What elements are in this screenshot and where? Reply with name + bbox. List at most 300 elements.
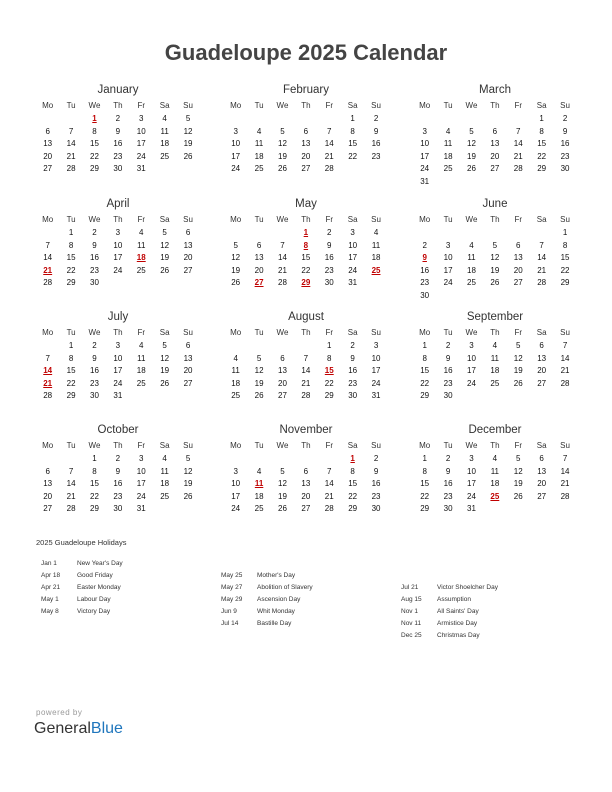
weekday-label: Fr [514,441,523,450]
week-row [224,503,388,516]
week-row [224,390,388,403]
holiday-item [401,594,498,606]
day-cell: 5 [492,240,498,250]
day-cell: 7 [327,126,332,136]
day-cell: 6 [256,240,262,250]
weekday-label: Sa [159,441,170,450]
day-cell: 29 [420,391,430,400]
day-cell: 27 [43,504,53,513]
day-cell: 23 [560,151,570,161]
holiday-name: Whit Monday [257,608,295,615]
day-cell: 28 [324,164,334,173]
weekday-label: Tu [66,101,76,110]
empty-day-cell [59,113,82,126]
day-cell: 29 [66,391,76,400]
week-row [413,365,577,378]
weekday-label: We [276,441,289,450]
week-row [413,113,577,126]
week-row [36,378,200,391]
day-cell: 13 [43,139,53,148]
weekday-label: Tu [66,215,76,224]
day-cell: 15 [560,253,570,262]
day-cell: 18 [160,479,170,488]
day-cell: 4 [139,228,144,237]
day-cell: 4 [256,126,262,136]
day-cell: 21 [324,491,334,501]
weekday-label: Tu [254,101,264,110]
weekday-label: We [276,328,289,337]
day-cell: 31 [113,391,123,400]
empty-day-cell [294,453,317,466]
day-cell: 31 [348,278,358,287]
week-row [36,252,200,265]
day-cell: 6 [539,341,544,350]
day-cell: 27 [537,491,547,501]
holiday-day-cell: 14 [43,366,53,375]
day-cell: 11 [231,366,240,375]
day-cell: 13 [490,139,500,148]
day-cell: 18 [443,151,453,161]
day-cell: 28 [537,278,547,287]
holiday-date: Apr 21 [41,584,61,591]
weekday-label: Tu [443,101,453,110]
day-cell: 5 [516,454,521,463]
week-row [413,453,577,466]
powered-by-text: powered by [36,708,83,717]
day-cell: 29 [537,164,547,173]
week-row [36,478,200,491]
day-cell: 24 [420,164,430,173]
weekday-label: Th [301,215,311,224]
day-cell: 29 [348,504,358,513]
day-cell: 25 [136,378,146,388]
day-cell: 7 [539,240,544,250]
holiday-name: Armistice Day [437,620,478,627]
day-cell: 26 [160,378,170,388]
day-cell: 29 [560,278,570,287]
empty-day-cell [507,227,530,240]
day-cell: 5 [516,341,521,350]
day-cell: 25 [160,491,170,501]
empty-day-cell [36,227,59,240]
day-cell: 5 [162,228,167,237]
weekday-label: Fr [137,328,146,337]
weekday-header [224,325,388,340]
week-row [36,277,200,290]
day-cell: 22 [301,265,311,275]
holiday-name: Bastille Day [257,620,292,627]
month-september [413,309,577,403]
week-row [36,491,200,504]
day-cell: 28 [66,504,76,513]
day-cell: 6 [280,353,285,363]
weekday-label: Sa [536,215,547,224]
day-cell: 14 [560,466,570,476]
empty-day-cell [318,113,341,126]
empty-day-cell [507,390,530,403]
day-cell: 29 [66,278,76,287]
weekday-header [224,98,388,113]
holiday-date: Aug 15 [401,596,422,603]
day-cell: 4 [162,114,167,123]
week-row [413,126,577,139]
day-cell: 12 [231,253,241,262]
weekday-label: Mo [230,328,242,337]
day-cell: 15 [66,253,76,262]
week-row [413,138,577,151]
week-row [413,466,577,479]
weekday-label: Sa [347,215,358,224]
day-cell: 9 [350,353,355,363]
day-cell: 17 [113,253,123,262]
day-cell: 20 [301,491,311,501]
week-row [224,453,388,466]
week-row [224,252,388,265]
day-cell: 18 [254,491,264,501]
day-cell: 30 [420,290,430,300]
day-cell: 26 [231,278,241,287]
day-cell: 8 [539,126,544,136]
day-cell: 13 [278,366,287,375]
day-cell: 26 [278,164,287,173]
weekday-label: Mo [230,101,242,110]
weekday-label: Mo [42,441,54,450]
day-cell: 12 [513,466,523,476]
day-cell: 10 [231,479,241,488]
month-february [224,82,388,176]
weekday-label: We [276,215,289,224]
day-cell: 24 [467,378,476,388]
month-name: October [97,424,139,436]
empty-day-cell [294,340,317,353]
holidays-title: 2025 Guadeloupe Holidays [36,538,127,547]
day-cell: 14 [324,139,334,148]
month-october [36,422,200,516]
day-cell: 12 [278,139,287,148]
day-cell: 28 [43,278,53,287]
weekday-label: Mo [42,101,54,110]
empty-day-cell [460,227,483,240]
day-cell: 12 [254,366,264,375]
holiday-day-cell: 21 [43,265,53,275]
holiday-name: Victory Day [77,608,111,615]
day-cell: 8 [422,353,427,363]
weekday-label: Fr [325,441,334,450]
day-cell: 10 [136,126,146,136]
holiday-day-cell: 9 [422,253,427,262]
weekday-label: Mo [42,215,54,224]
day-cell: 5 [469,126,474,136]
day-cell: 3 [422,126,427,136]
day-cell: 11 [443,139,453,148]
week-row [413,163,577,176]
holiday-name: Labour Day [77,596,111,603]
day-cell: 16 [90,253,99,262]
month-name: July [107,311,129,323]
day-cell: 27 [301,504,311,513]
empty-day-cell [153,503,176,516]
day-cell: 18 [160,139,170,148]
day-cell: 30 [443,391,453,400]
month-name: September [466,311,524,323]
day-cell: 10 [113,240,123,250]
day-cell: 19 [231,265,241,275]
day-cell: 17 [113,366,123,375]
day-cell: 30 [90,391,99,400]
day-cell: 15 [348,139,358,148]
day-cell: 6 [303,466,309,476]
empty-day-cell [530,176,553,189]
day-cell: 2 [92,341,97,350]
weekday-label: Th [490,328,500,337]
day-cell: 1 [350,114,355,123]
day-cell: 20 [490,151,500,161]
weekday-label: Fr [137,215,146,224]
month-november [224,422,388,516]
day-cell: 9 [92,353,97,363]
day-cell: 16 [560,139,570,148]
empty-day-cell [36,340,59,353]
holiday-day-cell: 25 [371,265,381,275]
day-cell: 1 [562,228,568,237]
day-cell: 7 [516,126,521,136]
day-cell: 17 [136,479,146,488]
day-cell: 21 [301,378,311,388]
day-cell: 10 [136,466,146,476]
weekday-label: We [88,215,101,224]
day-cell: 23 [443,378,453,388]
day-cell: 7 [68,466,74,476]
empty-day-cell [483,176,506,189]
week-row [224,227,388,240]
day-cell: 21 [513,151,523,161]
day-cell: 31 [420,176,430,186]
day-cell: 7 [327,466,332,476]
week-row [224,340,388,353]
day-cell: 23 [371,151,381,161]
weekday-label: Tu [66,441,76,450]
day-cell: 14 [66,139,76,148]
day-cell: 27 [43,164,53,173]
day-cell: 2 [562,114,568,123]
week-row [413,176,577,189]
week-row [36,227,200,240]
weekday-label: Fr [514,328,523,337]
day-cell: 30 [113,164,123,173]
empty-day-cell [176,390,199,403]
weekday-label: Fr [514,215,523,224]
day-cell: 9 [327,240,332,250]
holiday-column [221,570,313,630]
month-name: August [288,311,324,323]
weekday-label: Su [560,328,570,337]
day-cell: 19 [513,479,523,488]
day-cell: 16 [371,479,381,488]
empty-day-cell [553,390,576,403]
weekday-label: Tu [66,328,76,337]
weekday-label: Sa [536,101,547,110]
day-cell: 3 [233,466,238,476]
day-cell: 13 [183,353,193,363]
empty-day-cell [436,290,459,303]
empty-day-cell [483,227,506,240]
holiday-item [401,606,498,618]
day-cell: 26 [513,491,523,501]
empty-day-cell [271,227,294,240]
day-cell: 25 [490,378,500,388]
day-cell: 11 [371,240,381,250]
day-cell: 2 [445,454,451,463]
weekday-label: Sa [536,328,547,337]
day-cell: 22 [420,491,430,501]
day-cell: 12 [490,253,500,262]
day-cell: 10 [371,353,381,363]
empty-day-cell [507,503,530,516]
empty-day-cell [271,340,294,353]
day-cell: 26 [160,265,170,275]
day-cell: 2 [350,341,355,350]
holiday-column [41,558,123,618]
holiday-item [221,582,313,594]
weekday-label: Su [560,441,570,450]
weekday-header [224,212,388,227]
day-cell: 1 [68,228,74,237]
day-cell: 21 [537,265,547,275]
day-cell: 16 [348,366,358,375]
day-cell: 22 [560,265,570,275]
holiday-name: Easter Monday [77,584,121,591]
day-cell: 15 [66,366,76,375]
week-row [224,126,388,139]
day-cell: 20 [513,265,523,275]
weekday-label: Su [183,101,193,110]
weekday-label: Th [113,215,123,224]
empty-day-cell [224,227,247,240]
week-row [36,240,200,253]
day-cell: 20 [183,253,193,262]
empty-day-cell [436,176,459,189]
day-cell: 3 [469,341,474,350]
empty-day-cell [483,113,506,126]
day-cell: 20 [43,151,53,161]
day-cell: 17 [443,265,453,275]
day-cell: 30 [348,391,358,400]
holiday-item [41,606,123,618]
weekday-label: Tu [443,328,453,337]
weekday-label: Fr [325,215,334,224]
day-cell: 20 [301,151,311,161]
empty-day-cell [294,113,317,126]
weekday-label: We [465,101,478,110]
holiday-item [221,570,313,582]
day-cell: 4 [233,353,238,363]
day-cell: 24 [136,151,146,161]
holiday-date: Apr 18 [41,572,61,579]
day-cell: 15 [537,139,547,148]
empty-day-cell [364,277,387,290]
day-cell: 11 [160,466,169,476]
weekday-label: Mo [230,441,242,450]
day-cell: 15 [90,139,99,148]
day-cell: 14 [324,479,334,488]
week-row [224,113,388,126]
day-cell: 24 [136,491,146,501]
day-cell: 27 [490,164,500,173]
day-cell: 18 [467,265,476,275]
week-row [36,138,200,151]
day-cell: 7 [562,454,568,463]
weekday-label: We [465,215,478,224]
day-cell: 11 [490,353,500,363]
weekday-label: Mo [419,215,431,224]
day-cell: 8 [422,466,427,476]
empty-day-cell [341,163,364,176]
day-cell: 28 [301,391,311,400]
day-cell: 15 [301,253,311,262]
day-cell: 5 [256,353,262,363]
empty-day-cell [507,113,530,126]
weekday-label: Fr [325,328,334,337]
month-august [224,309,388,403]
day-cell: 4 [256,466,262,476]
empty-day-cell [413,227,436,240]
day-cell: 22 [324,378,334,388]
weekday-label: Sa [159,101,170,110]
week-row [36,503,200,516]
empty-day-cell [36,453,59,466]
day-cell: 24 [443,278,453,287]
weekday-label: Su [371,101,381,110]
month-name: January [97,84,139,96]
day-cell: 17 [231,491,241,501]
day-cell: 31 [371,391,381,400]
day-cell: 11 [467,253,476,262]
day-cell: 12 [160,240,170,250]
holiday-name: Good Friday [77,572,113,579]
day-cell: 26 [254,391,264,400]
day-cell: 20 [537,366,547,375]
month-name: February [282,84,330,96]
day-cell: 10 [467,353,476,363]
month-april [36,196,200,290]
empty-day-cell [553,290,576,303]
day-cell: 26 [183,151,193,161]
week-row [413,240,577,253]
holiday-day-cell: 15 [324,366,334,375]
day-cell: 24 [467,491,476,501]
weekday-label: Su [183,328,193,337]
day-cell: 19 [183,139,193,148]
weekday-label: Su [183,441,193,450]
weekday-label: Mo [419,101,431,110]
holiday-date: Nov 1 [401,608,418,615]
week-row [413,151,577,164]
holiday-date: May 27 [221,584,243,591]
day-cell: 6 [492,126,498,136]
empty-day-cell [247,113,270,126]
day-cell: 30 [443,504,453,513]
day-cell: 25 [231,391,241,400]
holiday-date: Jun 9 [221,608,237,615]
day-cell: 18 [254,151,264,161]
weekday-label: We [465,441,478,450]
day-cell: 20 [43,491,53,501]
empty-day-cell [130,390,153,403]
weekday-label: Th [490,215,500,224]
month-july [36,309,200,403]
week-row [224,163,388,176]
day-cell: 9 [92,240,97,250]
